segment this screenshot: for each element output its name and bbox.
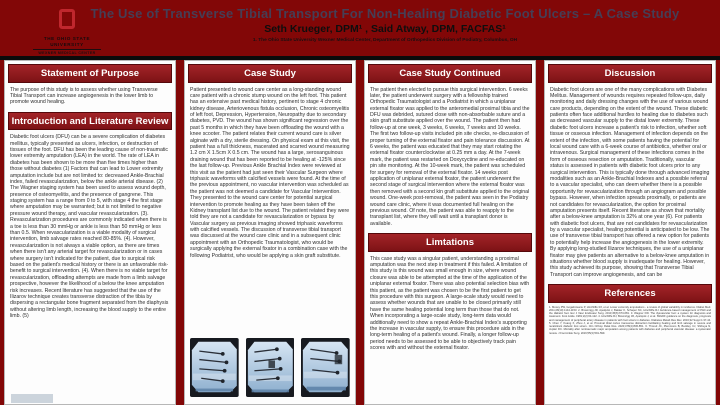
column-statement-intro	[4, 60, 176, 405]
logo-line2: UNIVERSITY	[50, 41, 84, 47]
discussion-text: Diabetic foot ulcers are one of the many complications with Diabetes Melitus. Management of wounds requires repeated follow-ups, daily monitoring and daily dressing changes with the use of various wound care products, depending on the extent of the wound. These diabetic patients often face additional hurdles to healing due to diabetes such as decreased vascular supply to the distal lower extremity. These diabetic foot ulcers increase a patient's risk to infection, whether soft tissue or osseous infection. Management of infection depends on the extent of the infection, with some patients having the potential for local wound care with a 6-week course of antibiotics, whether oral or intravenous. Surgical management of these infections comes in the form of osseous resection or amputation. Traditionally, vascular status is assessed in patients with diabetic foot ulcers prior to any surgical intervention. This is typically done through advanced imaging modalities such as an Ankle-Brachial Indexes and a possible referral to a vascular specialist, who can deem whether there is a possible opportunity for revascularization through an angiogram and possible bypass. However, when infection spreads proximally, or patients are not candidates for revascularization, the option for proximal amputation presents itself. Recent literature as shown that mortality after a below-knee amputation is 32% at one year (6). For patients with diabetic foot ulcers, that are not candidates for revascularization by a vascular specialist, healing potential is anticipated to be low. The use of transverse tibial transport has offered a new option for patients to potentially help increase the angiogenesis in the lower extremity. By applying long-studied Ilizarov techniques, the use of a uniplanar fixator may give patients an alternative to a below-knee amputation in situations whether blood supply is inadequate for healing. However, this study achieved its purpose, showing that Transverse Tibial Transport can improve angiogenesis, and can be	[550, 86, 710, 278]
logo-line3: WEXNER MEDICAL CENTER	[38, 51, 96, 56]
xray-fixator-image-3	[301, 336, 350, 399]
section-header-limitations: Limtations	[368, 233, 532, 252]
references-text: 1. Moxey PW, Gogalniceanu P, Hinchliffe RJ, et al. Lower extremity amputations - a review of global variability in incidence. Diabet Med. 2011;28(10):1144-1153. 2. Brownrigg JR, Apelqvist J, Bakker K, Schaper NC, Hinchliffe RJ. Evidence-based management of PAD and the diabetic foot. Eur J Vasc Endovasc Surg. 2013;45(6):673-681. 3. Wagner FW. The dysvascular foot: a system for diagnosis and treatment. Foot Ankle. 1981;2(2):64-122. 4. Hinchliffe RJ, Brownrigg JR, Apelqvist J, et al. IWGDF guidance on the diagnosis, prognosis and management of peripheral artery disease in patients with foot ulcers in diabetes. Diabetes Metab Res Rev. 2016;32 Suppl 1:37-44. 5. Chen Y, Kuang X, Zhou J, et al. Proximal tibial cortex transverse distraction facilitating healing and limb salvage in severe and recalcitrant diabetic foot ulcers. Clin Orthop Relat Res. 2020;478(4):836-851. 6. Thorud JC, Plemmons B, Buckley CJ, Shibuya N, Jupiter DC. Mortality after nontraumatic major amputation among patients with diabetes and peripheral vascular disease: a systematic review. J Foot Ankle Surg. 2016;55(3):591-599.	[549, 305, 711, 335]
case-study-continued-text: The patient then elected to pursue this surgical intervention. 6 weeks later, the patient underwent surgery with a fellowship trained Orthopedic Traumatologist and a Podiatrist in which a uniplanar external fixator was applied to the anteromedial proximal tibia and the DFU was debrided, sutured close with non-absorbable suture and a skin graft substitute applied over the wound. The patient then had follow-up at one week, 3 weeks, 6 weeks, 7 weeks and 10 weeks. The first two follow-up visits included pin site checks, re-discussion of proper turning of the external fixator and pain tolerance discussion. At 6 weeks, the patient was educated that they may start rotating the external fixator counterclockwise at 0.25 mm a day. At the 7-week mark, the patient was restarted on Doxycyctine and re-educated on pin site monitoring. At the 10-week mark, the patient was scheduled for surgery for removal of the external fixator. 14 weeks post application of uniplanar external fixator, the patient underwent the second stage of surgical intervention where the external fixator was then removed with a second kin graft substitute applied to the original wound. One-week post-removal, the patient was seen in the Podiatry wound care clinic, where it was documented full healing on the previous wound. Of note, the patient was able to reapply to the transplant list, where they will wait until a transplant donor is available.	[370, 86, 530, 227]
logo-line1: THE OHIO STATE	[43, 36, 91, 41]
section-header-statement-of-purpose: Statement of Purpose	[8, 64, 172, 83]
logo-divider	[33, 49, 101, 50]
poster-affiliation: 1. The Ohio State University Wexner Medical Center, Department of Orthopedics Division of Podiatry, Columbus, OH	[252, 38, 518, 43]
footer-chip	[11, 394, 53, 403]
column-discussion-references	[544, 60, 716, 405]
statement-of-purpose-text: The purpose of this study is to assess whether using Transverse Tibial Transport can increase angiogenesis in the lower limb to promote wound healing.	[10, 86, 158, 106]
section-header-case-study: Case Study	[188, 64, 352, 83]
xray-fixator-image-2	[246, 336, 295, 399]
poster-header	[0, 0, 720, 57]
poster-title: The Use of Transverse Tibial Transport For Non-Healing Diabetic Foot Ulcers – A Case Study	[90, 6, 680, 21]
limitations-text: This case study was a singular patient, understanding a proximal amputation was the next step in treatment if this failed. A limitation of this study is this wound was small enough in size, where wound closure was able to be attempted at the time of the application of the uniplanar external fixator. There was also potential selection bias with this patient, as the patient was chosen to be the first patient to get this procedure with this surgeon. A large-scale study would need to assess whether wounds that are unable to be closed primarily still have the same healing potential long term than those that do not. When incorporating a large-scale study, long-term data would additionally need to show a repeat Ankle-Brachial Index's supporting the increase in vascular supply, to ensure this procedure aids in the long-term healing of a patient's wound. Finally, a longer follow-up period needs to be assessed to be able to objectively track pain scores with and without the external fixator.	[370, 255, 530, 352]
poster-authors: Seth Krueger, DPM¹ , Said Atway, DPM, FACFAS¹	[264, 23, 506, 35]
column-case-study-continued	[364, 60, 536, 405]
introduction-text: Diabetic foot ulcers (DFU) can be a severe complication of diabetes mellitus, typically presented as ulcers, infection, or destruction of tissues of the foot. DFU has been the leading cause of non-traumatic lower extremity amputation (LEA) in the world. The rate of LEA in diabetes has been shown to be more than five times higher than those without diabetes (1) Factors that can lead to Lower extremity amputation include but are not limited to: decreased Ankle-Brachial index, failed revascularization, below the ankle arterial disease. (2) The Wagner staging system has been used to assess wound depth, presence of osteomyelitis, and the presence of gangrene. This staging system has a range from 0 to 5, with stage 4 the first stage where amputation may be warranted; but is not limited to negative pressure wound therapy, and vascular revascularization. (3). Revascularization procedures are commonly indicated when there is a toe is less than 30 mmHg or ankle is less than 50 mmHg or less than 0.5. When revascularization is a viable modality of surgical intervention, limb salvage rates reached 80-85%. (4). However, revascularization is not always a viable option, as there are times when there isn't any arterial target for revascularization or in cases where surgery isn't indicated for the patient, due to surgical risk based on the patient's medical history or there is an unfavorable risk-benefit to surgical intervention. (4). When there is no viable target for revascularization, offloading attempts are made from a limb salvage prospective, however the likelihood of a below the knee amputation risk increases. Recent literature has suggested that the use of the Ilizarov technique creates transverse distraction of the tibia by dispersing a rectangular bone fragment separated from the diaphysis without altering limb length, increasing the blood supply to the entire limb. (5)	[10, 134, 169, 320]
poster-columns	[0, 60, 720, 405]
section-header-discussion: Discussion	[548, 64, 712, 83]
section-header-references: References	[548, 284, 712, 303]
case-study-text: Patient presented to wound care center as a long-standing wound care patient with a chronic stump wound on the left foot. This patient has an extensive past medical history, pertinent to stage 4 chronic kidney disease, Arteriovenous fistula occlusion, Chronic osteomyelitis of left foot, Depression, Hypertension, Neuropathy due to secondary diabetes, PVD. The wound has shown significant regression over the past 5 months in which they have been offloading the wound with a knee scooter. The patient relates their current wound care is silver alginate with a dry, sterile dressing. On physical exam at this visit, the patient has a full thickness, macerated and scarred wound measuring 1.2 cm X 1.5cm X 0.5 cm. The wound has a large, serosanguinous draining wound that has been reported to be healing at -125% since the last follow-up. Previous Ankle Brachial Index were reviewed at this visit as the patient had just seen their Vascular Surgeon where triphasic waveforms with calcified vessels were found. At the time of the previous appointment, no vascular intervention was scheduled as the patient was not deemed a candidate for Vascular Intervention. They presented to the wound care center for potential surgical intervention to promote healing as they have been taken off the Kidney transplant list due to the wound. The patient related they were told they are not a candidate for revascularization or bypass by Vascular surgery as previous imaging showed triphasic waveforms with calcified vessels. The discussion of transverse tibial transport was discussed at the wound care clinic and in a subsequent clinic appointment with an Orthopedic Traumatologist, who would be surgically applying the external fixator in a combination case with the following Podiatrist, who would be applying a skin graft substitute.	[190, 86, 350, 259]
column-case-study	[184, 60, 356, 405]
section-header-introduction: Introduction and Literature Review	[8, 112, 172, 131]
xray-image-row	[185, 332, 355, 404]
xray-fixator-image-1	[190, 336, 239, 399]
section-header-case-study-continued: Case Study Continued	[368, 64, 532, 83]
